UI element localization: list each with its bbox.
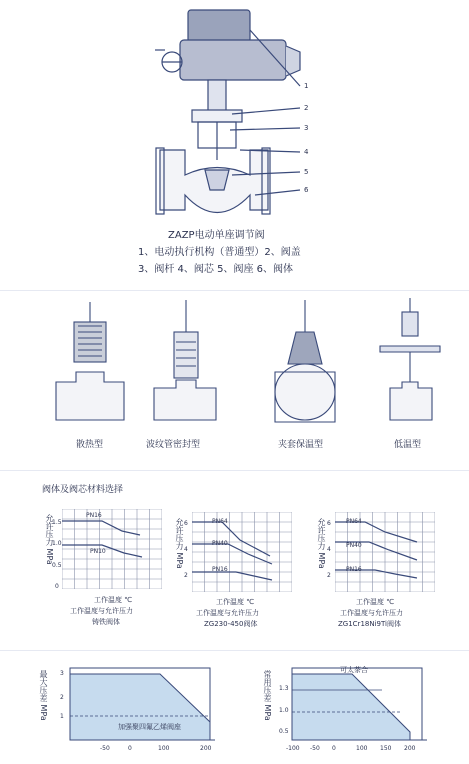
materials-chart-2-grid — [192, 512, 292, 592]
materials-chart-3-series-1: PN64 — [346, 518, 362, 525]
pressure-left-xtick-4: 200 — [200, 745, 212, 752]
materials-chart-3-ylabel: 允许压力 MPa — [317, 518, 326, 569]
materials-chart-2-caption-1: 工作温度与允许压力 — [196, 609, 259, 617]
callout-3: 3 — [304, 124, 309, 132]
parts-line-1: 1、电动执行机构（普通型）2、阀盖 — [138, 247, 301, 258]
materials-chart-1-ytick-4: 0 — [55, 583, 59, 590]
materials-chart-3-caption-2: ZG1Cr18Ni9Ti阀体 — [338, 620, 401, 628]
pressure-section — [0, 652, 469, 764]
materials-chart-2-series-3: PN16 — [212, 566, 228, 573]
materials-chart-3-ytick-2: 4 — [327, 546, 331, 553]
pressure-right-xtick-5: 150 — [380, 745, 392, 752]
variant-drawings — [0, 292, 469, 442]
materials-chart-1-caption-1: 工作温度与允许压力 — [70, 607, 133, 615]
pressure-right-xtick-1: -100 — [286, 745, 300, 752]
materials-title: 阀体及阀芯材料选择 — [42, 485, 124, 495]
callout-5: 5 — [304, 168, 309, 176]
materials-chart-2-series-1: PN64 — [212, 518, 228, 525]
materials-chart-1-series-2: PN10 — [90, 548, 106, 555]
callout-2: 2 — [304, 104, 309, 112]
main-caption: ZAZP电动单座调节阀 — [168, 230, 265, 241]
variant-label-2: 波纹管密封型 — [146, 440, 201, 450]
materials-chart-3-xlabel: 工作温度 ℃ — [356, 598, 395, 606]
callout-4: 4 — [304, 148, 309, 156]
materials-chart-3-ytick-3: 2 — [327, 572, 331, 579]
pressure-left-ytick-1: 3 — [60, 670, 64, 677]
materials-chart-2-xlabel: 工作温度 ℃ — [216, 598, 255, 606]
materials-chart-2-ylabel: 允许压力 MPa — [175, 518, 184, 569]
pressure-chart-left — [60, 660, 220, 750]
materials-chart-3-series-3: PN16 — [346, 566, 362, 573]
divider-1 — [0, 290, 469, 291]
materials-chart-3-caption-1: 工作温度与允许压力 — [340, 609, 403, 617]
materials-chart-3-ytick-1: 6 — [327, 520, 331, 527]
materials-chart-1-grid — [62, 509, 162, 589]
materials-chart-2-series-2: PN40 — [212, 540, 228, 547]
pressure-right-annotation: 可太茶合 — [340, 666, 368, 674]
materials-section — [0, 472, 469, 642]
pressure-right-xtick-6: 200 — [404, 745, 416, 752]
pressure-right-ytick-2: 1.0 — [279, 707, 289, 714]
variant-label-3: 夹套保温型 — [278, 440, 324, 450]
variant-label-1: 散热型 — [76, 440, 104, 450]
divider-2 — [0, 470, 469, 471]
materials-chart-1-ylabel: 允许压力 MPa — [45, 514, 54, 565]
callout-6: 6 — [304, 186, 309, 194]
materials-chart-2-ytick-3: 2 — [184, 572, 188, 579]
pressure-right-xtick-3: 0 — [332, 745, 336, 752]
pressure-right-ytick-1: 1.3 — [279, 685, 289, 692]
pressure-left-xtick-3: 100 — [158, 745, 170, 752]
parts-line-2: 3、阀杆 4、阀芯 5、阀座 6、阀体 — [138, 264, 293, 275]
materials-chart-2-ytick-2: 4 — [184, 546, 188, 553]
materials-chart-3-series-2: PN40 — [346, 542, 362, 549]
pressure-left-xtick-2: 0 — [128, 745, 132, 752]
callout-1: 1 — [304, 82, 309, 90]
pressure-left-xtick-1: -50 — [100, 745, 110, 752]
divider-3 — [0, 650, 469, 651]
main-valve-drawing — [0, 0, 469, 240]
main-valve-section — [0, 0, 469, 290]
materials-chart-1-ytick-3: 0.5 — [52, 562, 62, 569]
variant-label-4: 低温型 — [394, 440, 422, 450]
materials-chart-1-caption-2: 铸铁阀体 — [92, 618, 120, 626]
pressure-right-xtick-4: 100 — [356, 745, 368, 752]
materials-chart-1-xlabel: 工作温度 ℃ — [94, 596, 133, 604]
pressure-left-annotation: 加强聚四氟乙烯阀座 — [118, 723, 181, 731]
materials-chart-1-ytick-2: 1.0 — [52, 540, 62, 547]
pressure-left-ylabel: 最大压差 MPa — [39, 670, 48, 721]
materials-chart-1-series-1: PN16 — [86, 512, 102, 519]
variants-section — [0, 292, 469, 462]
pressure-left-ytick-3: 1 — [60, 713, 64, 720]
materials-chart-2-caption-2: ZG230-450阀体 — [204, 620, 258, 628]
pressure-left-ytick-2: 2 — [60, 694, 64, 701]
pressure-right-ytick-3: 0.5 — [279, 728, 289, 735]
pressure-right-xtick-2: -50 — [310, 745, 320, 752]
materials-chart-2-ytick-1: 6 — [184, 520, 188, 527]
materials-chart-1-ytick-1: 1.5 — [52, 519, 62, 526]
pressure-right-ylabel: 常用压差 MPa — [263, 670, 272, 721]
